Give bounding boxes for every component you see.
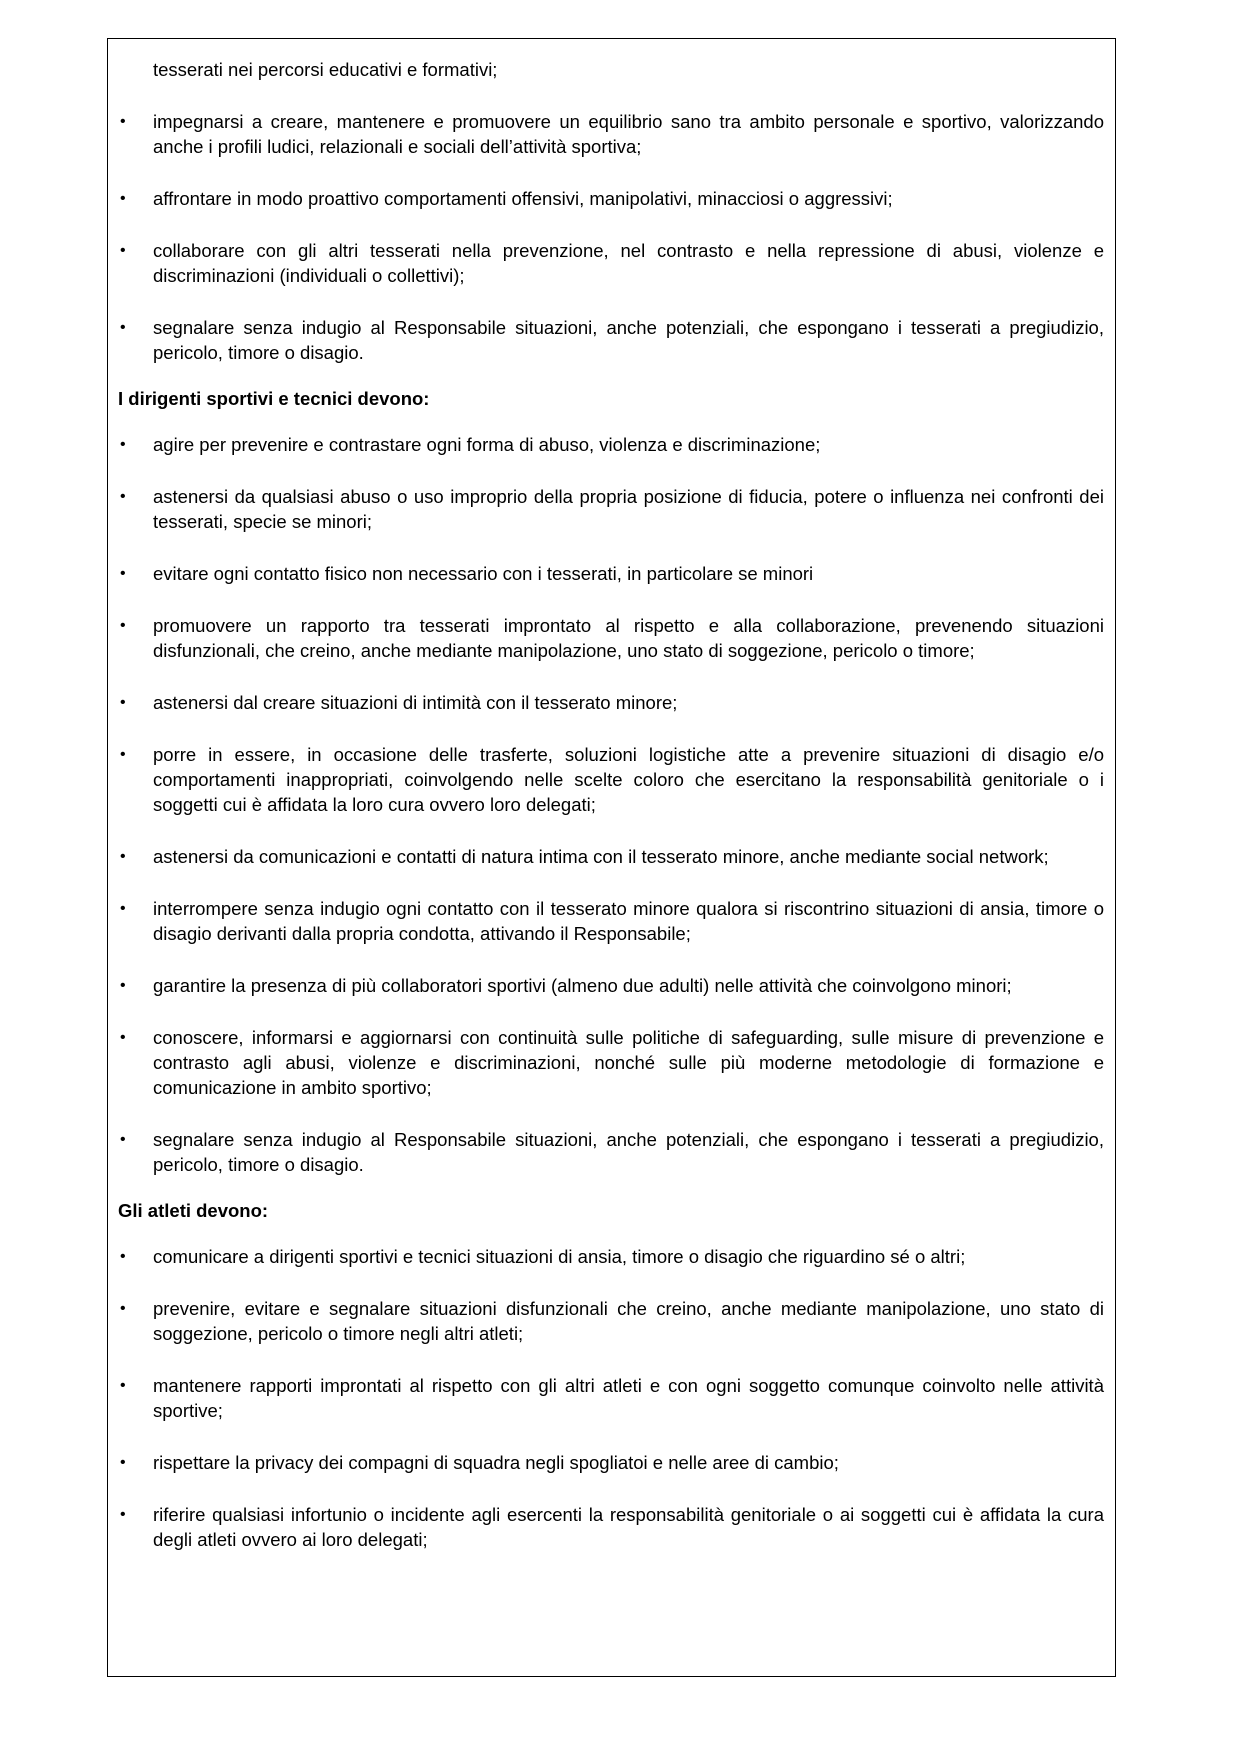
continuation-text: tesserati nei percorsi educativi e formativi; bbox=[153, 59, 498, 80]
bullet-text: mantenere rapporti improntati al rispetto con gli altri atleti e con ogni soggetto comunque coinvolto nelle attività sportive; bbox=[153, 1375, 1104, 1421]
bullet-item bbox=[118, 186, 1104, 211]
bullet-icon: • bbox=[120, 848, 126, 865]
bullet-item bbox=[118, 1502, 1104, 1552]
bullet-text: conoscere, informarsi e aggiornarsi con continuità sulle politiche di safeguarding, sulle misure di prevenzione e contrasto agli abusi, violenze e discriminazioni, nonché sulle più moderne metodologie di formazione e comunicazione in ambito sportivo; bbox=[153, 1027, 1104, 1098]
bullet-item bbox=[118, 484, 1104, 534]
bullet-text: porre in essere, in occasione delle trasferte, soluzioni logistiche atte a prevenire situazioni di disagio e/o comportamenti inappropriati, coinvolgendo nelle scelte coloro che esercitano la responsabilità genitoriale o i soggetti cui è affidata la loro cura ovvero loro delegati; bbox=[153, 744, 1104, 815]
bullet-item bbox=[118, 1127, 1104, 1177]
bullet-icon: • bbox=[120, 488, 126, 505]
bullet-icon: • bbox=[120, 1248, 126, 1265]
bullet-text: affrontare in modo proattivo comportamenti offensivi, manipolativi, minacciosi o aggressivi; bbox=[153, 188, 893, 209]
bullet-icon: • bbox=[120, 900, 126, 917]
bullet-icon: • bbox=[120, 113, 126, 130]
bullet-text: interrompere senza indugio ogni contatto con il tesserato minore qualora si riscontrino situazioni di ansia, timore o disagio derivanti dalla propria condotta, attivando il Responsabile; bbox=[153, 898, 1104, 944]
bullet-text: riferire qualsiasi infortunio o incidente agli esercenti la responsabilità genitoriale o ai soggetti cui è affidata la cura degli atleti ovvero ai loro delegati; bbox=[153, 1504, 1104, 1550]
bullet-text: segnalare senza indugio al Responsabile situazioni, anche potenziali, che espongano i tesserati a pregiudizio, pericolo, timore o disagio. bbox=[153, 317, 1104, 363]
bullet-text: garantire la presenza di più collaboratori sportivi (almeno due adulti) nelle attività che coinvolgono minori; bbox=[153, 975, 1012, 996]
bullet-text: collaborare con gli altri tesserati nella prevenzione, nel contrasto e nella repressione di abusi, violenze e discriminazioni (individuali o collettivi); bbox=[153, 240, 1104, 286]
bullet-item bbox=[118, 1373, 1104, 1423]
bullet-icon: • bbox=[120, 1300, 126, 1317]
bullet-text: segnalare senza indugio al Responsabile situazioni, anche potenziali, che espongano i tesserati a pregiudizio, pericolo, timore o disagio. bbox=[153, 1129, 1104, 1175]
bullet-icon: • bbox=[120, 1454, 126, 1471]
bullet-icon: • bbox=[120, 1506, 126, 1523]
bullet-icon: • bbox=[120, 319, 126, 336]
bullet-text: impegnarsi a creare, mantenere e promuovere un equilibrio sano tra ambito personale e sportivo, valorizzando anche i profili ludici, relazionali e sociali dell’attività sportiva; bbox=[153, 111, 1104, 157]
bullet-text: prevenire, evitare e segnalare situazioni disfunzionali che creino, anche mediante manipolazione, uno stato di soggezione, pericolo o timore negli altri atleti; bbox=[153, 1298, 1104, 1344]
bullet-icon: • bbox=[120, 1029, 126, 1046]
document-content bbox=[118, 57, 1104, 1552]
bullet-icon: • bbox=[120, 617, 126, 634]
bullet-item bbox=[118, 1450, 1104, 1475]
bullet-text: agire per prevenire e contrastare ogni forma di abuso, violenza e discriminazione; bbox=[153, 434, 821, 455]
bullet-icon: • bbox=[120, 977, 126, 994]
bullet-text: promuovere un rapporto tra tesserati improntato al rispetto e alla collaborazione, prevenendo situazioni disfunzionali, che creino, anche mediante manipolazione, uno stato di soggezione, pericolo o timore; bbox=[153, 615, 1104, 661]
bullet-text: astenersi da qualsiasi abuso o uso improprio della propria posizione di fiducia, potere o influenza nei confronti dei tesserati, specie se minori; bbox=[153, 486, 1104, 532]
bullet-item bbox=[118, 432, 1104, 457]
bullet-text: astenersi dal creare situazioni di intimità con il tesserato minore; bbox=[153, 692, 678, 713]
section-heading: Gli atleti devono: bbox=[118, 1200, 269, 1221]
section-heading: I dirigenti sportivi e tecnici devono: bbox=[118, 388, 430, 409]
bullet-icon: • bbox=[120, 746, 126, 763]
bullet-icon: • bbox=[120, 694, 126, 711]
bullet-icon: • bbox=[120, 565, 126, 582]
bullet-item bbox=[118, 844, 1104, 869]
bullet-icon: • bbox=[120, 190, 126, 207]
bullet-item bbox=[118, 315, 1104, 365]
bullet-item bbox=[118, 1244, 1104, 1269]
bullet-item bbox=[118, 109, 1104, 159]
bullet-item bbox=[118, 1296, 1104, 1346]
bullet-item bbox=[118, 973, 1104, 998]
bullet-icon: • bbox=[120, 1377, 126, 1394]
bullet-item bbox=[118, 742, 1104, 817]
bullet-text: astenersi da comunicazioni e contatti di natura intima con il tesserato minore, anche mediante social network; bbox=[153, 846, 1049, 867]
bullet-item bbox=[118, 238, 1104, 288]
bullet-text: rispettare la privacy dei compagni di squadra negli spogliatoi e nelle aree di cambio; bbox=[153, 1452, 839, 1473]
bullet-item bbox=[118, 561, 1104, 586]
bullet-item bbox=[118, 896, 1104, 946]
bullet-icon: • bbox=[120, 436, 126, 453]
bullet-item bbox=[118, 1025, 1104, 1100]
document-frame bbox=[107, 38, 1116, 1677]
bullet-text: evitare ogni contatto fisico non necessario con i tesserati, in particolare se minori bbox=[153, 563, 814, 584]
bullet-icon: • bbox=[120, 1131, 126, 1148]
bullet-item bbox=[118, 613, 1104, 663]
bullet-item bbox=[118, 690, 1104, 715]
bullet-icon: • bbox=[120, 242, 126, 259]
bullet-text: comunicare a dirigenti sportivi e tecnici situazioni di ansia, timore o disagio che riguardino sé o altri; bbox=[153, 1246, 966, 1267]
